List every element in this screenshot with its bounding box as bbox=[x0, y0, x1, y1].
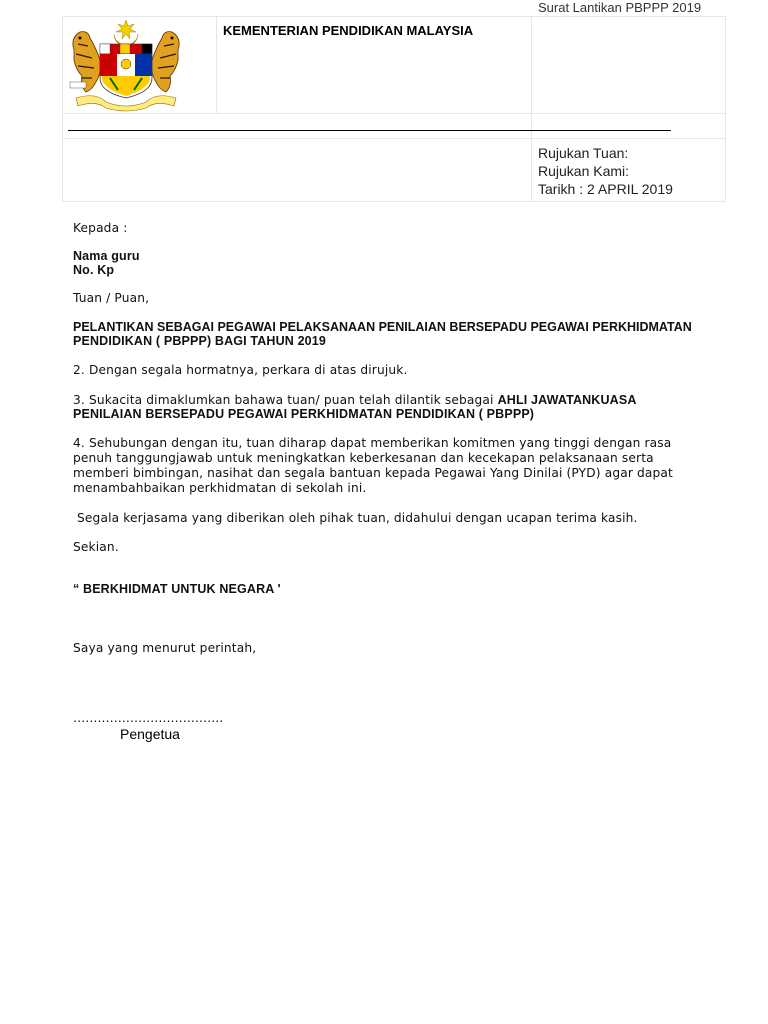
closing: Sekian. bbox=[73, 540, 119, 554]
slogan: “ BERKHIDMAT UNTUK NEGARA ' bbox=[73, 582, 281, 596]
paragraph-3-bold-1: AHLI JAWATANKUASA bbox=[497, 393, 637, 407]
coat-of-arms-icon bbox=[66, 20, 186, 112]
salutation: Tuan / Puan, bbox=[73, 291, 150, 305]
rule-right-cell bbox=[532, 114, 726, 139]
signatory-title: Pengetua bbox=[120, 726, 180, 742]
document-reference: Surat Lantikan PBPPP 2019 bbox=[538, 0, 702, 15]
ministry-name: KEMENTERIAN PENDIDIKAN MALAYSIA bbox=[223, 23, 474, 38]
recipient-ic: No. Kp bbox=[73, 263, 115, 277]
paragraph-4-line-1: 4. Sehubungan dengan itu, tuan diharap dapat memberikan komitmen yang tinggi dengan rasa bbox=[73, 436, 672, 450]
ministry-cell bbox=[217, 17, 532, 114]
paragraph-4-line-2: penuh tanggungjawab untuk meningkatkan keberkesanan dan kecekapan pelaksanaan serta bbox=[73, 451, 654, 465]
sign-off: Saya yang menurut perintah, bbox=[73, 641, 257, 655]
paragraph-4-line-3: memberi bimbingan, nasihat dan segala bantuan kepada Pegawai Yang Dinilai (PYD) agar dapat bbox=[73, 466, 673, 480]
paragraph-2: 2. Dengan segala hormatnya, perkara di atas dirujuk. bbox=[73, 363, 408, 377]
subject-line-1: PELANTIKAN SEBAGAI PEGAWAI PELAKSANAAN PENILAIAN BERSEPADU PEGAWAI PERKHIDMATAN bbox=[73, 320, 692, 334]
header-right-cell bbox=[532, 17, 726, 114]
rule-cell bbox=[63, 114, 532, 139]
thanks-line: Segala kerjasama yang diberikan oleh pihak tuan, didahului dengan ucapan terima kasih. bbox=[73, 511, 638, 525]
kepada-label: Kepada : bbox=[73, 221, 128, 235]
paragraph-3-prefix: 3. Sukacita dimaklumkan bahawa tuan/ puan telah dilantik sebagai bbox=[73, 393, 498, 407]
reference-left-cell bbox=[63, 139, 532, 202]
letterhead-divider bbox=[68, 130, 671, 131]
recipient-name: Nama guru bbox=[73, 249, 140, 263]
paragraph-3-bold-2: PENILAIAN BERSEPADU PEGAWAI PERKHIDMATAN PENDIDIKAN ( PBPPP) bbox=[73, 407, 535, 421]
paragraph-4-line-4: menambahbaikan perkhidmatan di sekolah ini. bbox=[73, 481, 367, 495]
tarikh: Tarikh : 2 APRIL 2019 bbox=[538, 181, 673, 197]
paragraph-3-line-1 bbox=[73, 393, 733, 408]
rujukan-tuan: Rujukan Tuan: bbox=[538, 145, 629, 161]
reference-cell bbox=[532, 139, 726, 202]
subject-line-2: PENDIDIKAN ( PBPPP) BAGI TAHUN 2019 bbox=[73, 334, 326, 348]
rujukan-kami: Rujukan Kami: bbox=[538, 163, 630, 179]
signature-line: ………………………………. bbox=[73, 711, 224, 725]
